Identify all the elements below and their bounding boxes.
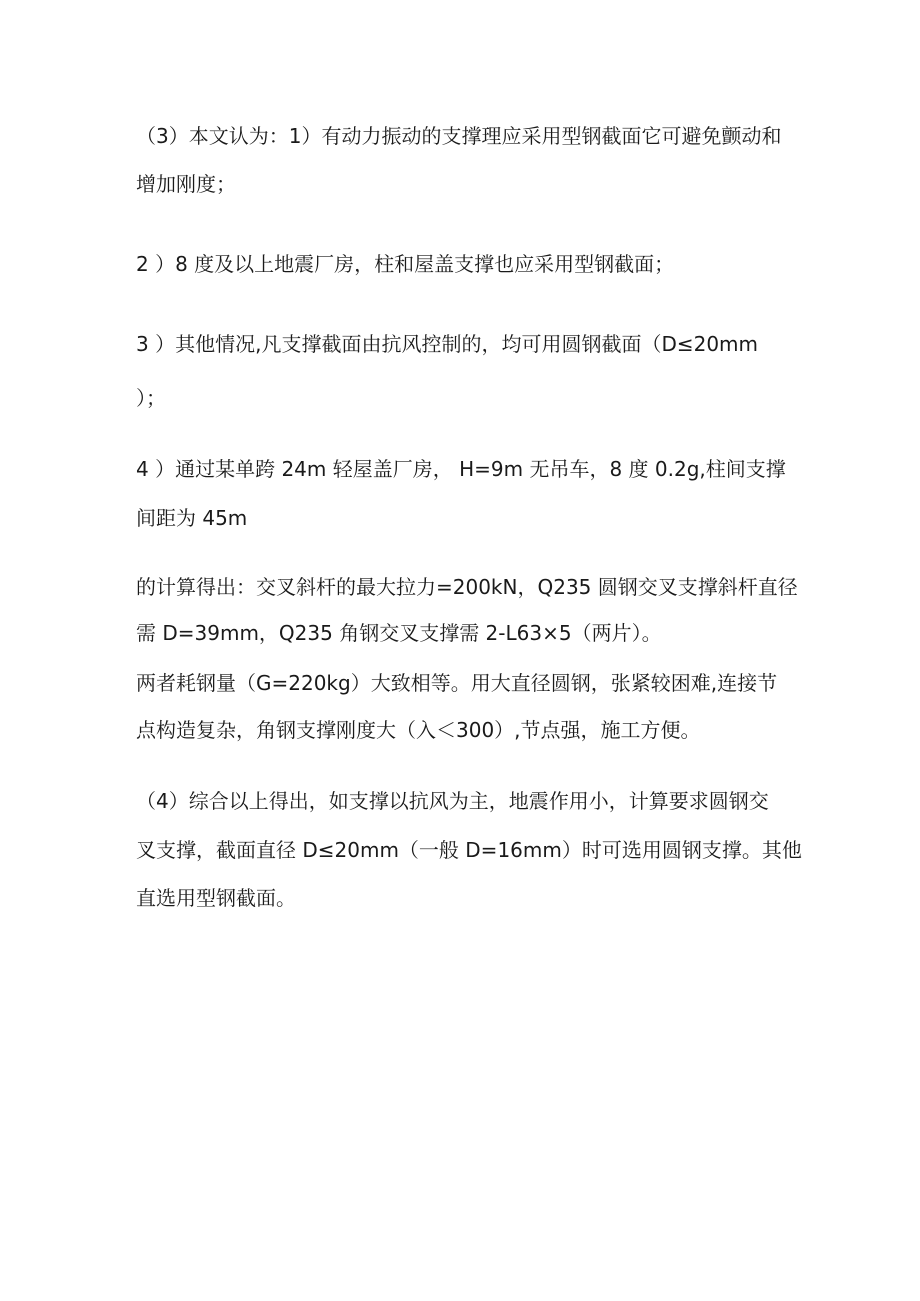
text-line: 点构造复杂，角钢支撑刚度大（入＜300）,节点强，施工方便。	[136, 718, 701, 742]
text-line: 两者耗钢量（G=220kg）大致相等。用大直径圆钢，张紧较困难,连接节	[136, 671, 778, 695]
text-line: 的计算得出：交叉斜杆的最大拉力=200kN，Q235 圆钢交叉支撑斜杆直径	[136, 575, 798, 599]
text-line: 2 ）8 度及以上地震厂房，柱和屋盖支撑也应采用型钢截面；	[136, 252, 675, 276]
text-line: 需 D=39mm，Q235 角钢交叉支撑需 2-L63×5（两片）。	[136, 621, 662, 645]
text-line: 间距为 45m	[136, 506, 248, 530]
text-line: 3 ）其他情况,凡支撑截面由抗风控制的，均可用圆钢截面（D≤20mm	[136, 332, 759, 356]
text-line: 叉支撑，截面直径 D≤20mm（一般 D=16mm）时可选用圆钢支撑。其他	[136, 838, 802, 862]
text-line: 增加刚度；	[136, 172, 236, 196]
text-line: （3）本文认为：1）有动力振动的支撑理应采用型钢截面它可避免颤动和	[136, 124, 782, 148]
text-line: ）；	[136, 386, 166, 410]
text-line: （4）综合以上得出，如支撑以抗风为主，地震作用小，计算要求圆钢交	[136, 789, 769, 813]
text-line: 4 ）通过某单跨 24m 轻屋盖厂房， H=9m 无吊车，8 度 0.2g,柱间支撑	[136, 457, 786, 481]
text-line: 直选用型钢截面。	[136, 886, 296, 910]
